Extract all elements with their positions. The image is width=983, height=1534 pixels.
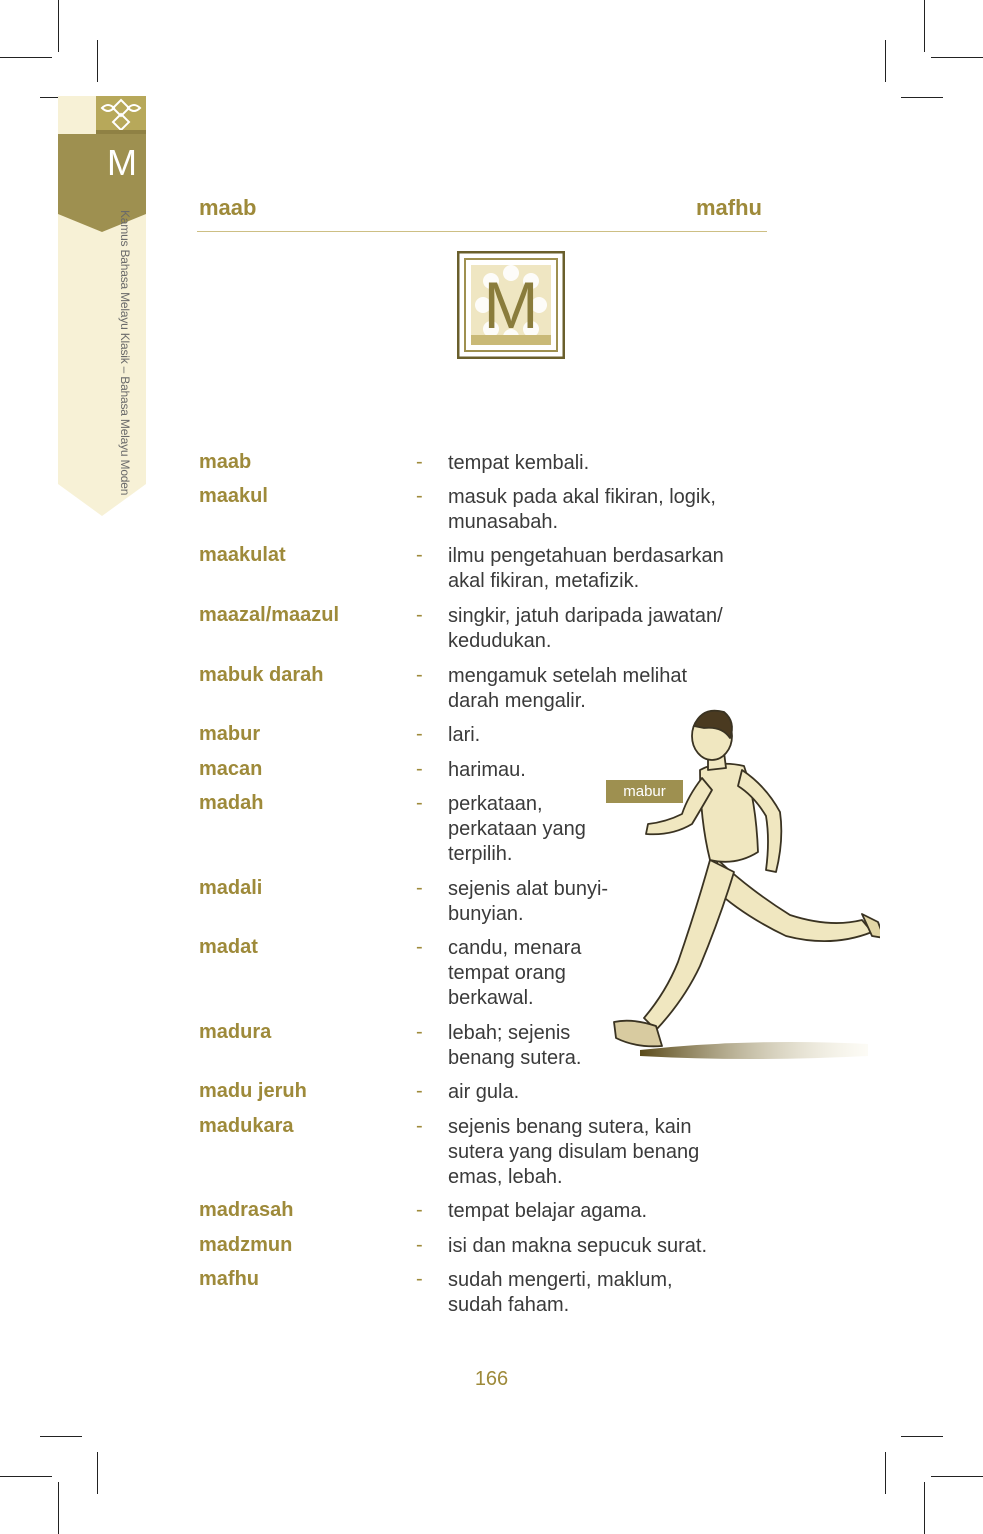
headword: mabuk darah: [199, 664, 324, 686]
separator: -: [416, 664, 423, 686]
crop-mark: [97, 1452, 98, 1494]
separator: -: [416, 1080, 423, 1102]
definition: sejenis benang sutera, kain sutera yang disulam benang emas, lebah.: [448, 1116, 700, 1188]
crop-mark: [931, 57, 983, 58]
running-head-last-word: mafhu: [696, 195, 762, 220]
separator: -: [416, 1021, 423, 1043]
definition: masuk pada akal fikiran, logik, munasabah.: [448, 486, 716, 533]
separator: -: [416, 485, 423, 507]
crop-mark: [40, 1436, 82, 1437]
definition: isi dan makna sepucuk surat.: [448, 1235, 708, 1257]
book-title: Kamus Bahasa Melayu Klasik – Bahasa Melayu Moden: [118, 210, 132, 496]
headword: madah: [199, 792, 264, 814]
crop-mark: [924, 1482, 925, 1534]
crop-mark: [901, 1436, 943, 1437]
crop-mark: [931, 1476, 983, 1477]
headword: maazal/maazul: [199, 604, 340, 626]
headword: macan: [199, 758, 263, 780]
crop-mark: [0, 57, 52, 58]
separator: -: [416, 544, 423, 566]
separator: -: [416, 936, 423, 958]
crop-mark: [885, 1452, 886, 1494]
separator: -: [416, 1115, 423, 1137]
headword: madukara: [199, 1115, 294, 1137]
separator: -: [416, 792, 423, 814]
headword: maakulat: [199, 544, 286, 566]
crop-mark: [58, 1482, 59, 1534]
headword: madzmun: [199, 1234, 293, 1256]
headword: madat: [199, 936, 258, 958]
definition: sejenis alat bunyi- bunyian.: [448, 878, 609, 925]
definition: mengamuk setelah melihat darah mengalir.: [448, 665, 688, 712]
headword: mafhu: [199, 1268, 259, 1290]
headword: mabur: [199, 723, 261, 745]
definition: candu, menara tempat orang berkawal.: [448, 937, 582, 1009]
headword: maab: [199, 451, 252, 473]
headword: maakul: [199, 485, 268, 507]
running-man-illustration: [600, 700, 880, 1070]
sidebar-letter: M: [107, 142, 137, 183]
definition: harimau.: [448, 759, 526, 781]
separator: -: [416, 1199, 423, 1221]
separator: -: [416, 604, 423, 626]
ornament-pattern: [96, 96, 146, 134]
emblem-letter: M: [483, 268, 539, 342]
separator: -: [416, 451, 423, 473]
crop-mark: [924, 0, 925, 52]
headword: madali: [199, 877, 263, 899]
separator: -: [416, 723, 423, 745]
crop-mark: [97, 40, 98, 82]
headword: madu jeruh: [199, 1080, 307, 1102]
definition: sudah mengerti, maklum, sudah faham.: [448, 1269, 673, 1316]
sidebar-arrow: [58, 214, 146, 234]
headword: madrasah: [199, 1199, 294, 1221]
definition: ilmu pengetahuan berdasarkan akal fikiran, metafizik.: [448, 545, 724, 592]
definition: lebah; sejenis benang sutera.: [448, 1022, 582, 1069]
definition: singkir, jatuh daripada jawatan/ kedudukan.: [448, 605, 723, 652]
definition: tempat belajar agama.: [448, 1200, 648, 1222]
page-number: 166: [474, 1368, 509, 1390]
separator: -: [416, 877, 423, 899]
definition: lari.: [448, 724, 481, 746]
crop-mark: [58, 0, 59, 52]
illustration-caption: mabur: [606, 780, 683, 803]
running-head-first-word: maab: [199, 195, 257, 220]
separator: -: [416, 1234, 423, 1256]
definition: perkataan, perkataan yang terpilih.: [448, 793, 586, 865]
definition: air gula.: [448, 1081, 520, 1103]
separator: -: [416, 1268, 423, 1290]
crop-mark: [901, 97, 943, 98]
headword: madura: [199, 1021, 272, 1043]
definition: tempat kembali.: [448, 452, 590, 474]
header-divider: [197, 231, 767, 232]
crop-mark: [0, 1476, 52, 1477]
separator: -: [416, 758, 423, 780]
crop-mark: [885, 40, 886, 82]
